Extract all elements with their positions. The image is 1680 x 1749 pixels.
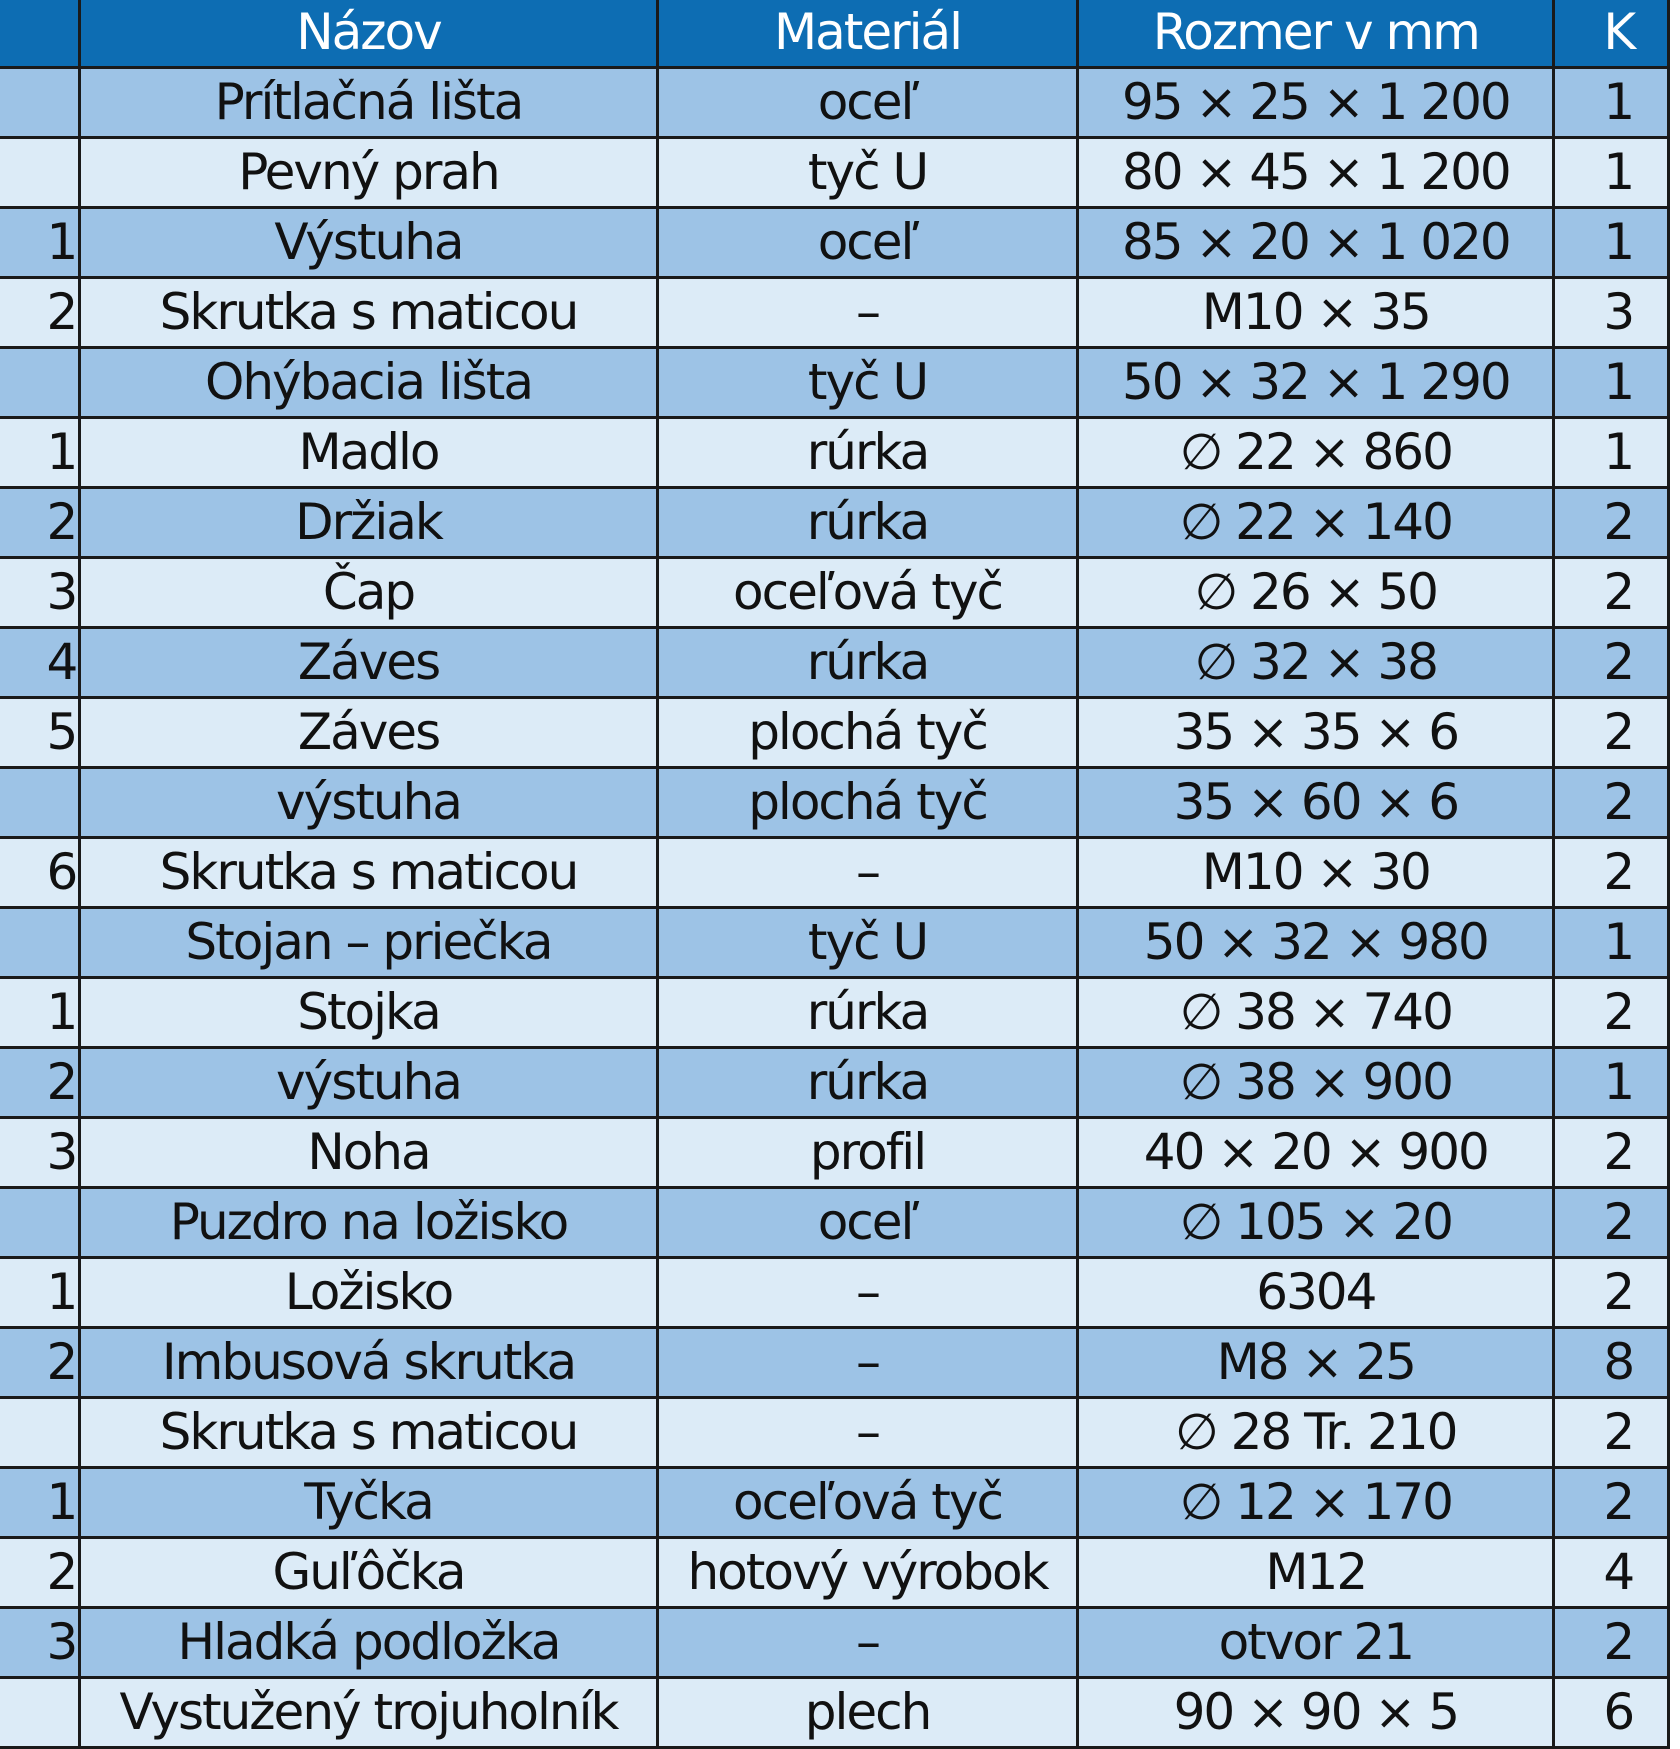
cell-quantity: 1 [1554, 68, 1669, 138]
cell-number [0, 1188, 80, 1258]
cell-name: Madlo [80, 418, 657, 488]
cell-material: tyč U [657, 908, 1078, 978]
cell-number: 3 [0, 1608, 80, 1678]
table-row [0, 278, 1669, 348]
cell-name: Hladká podložka [80, 1608, 657, 1678]
table-row [0, 1258, 1669, 1328]
table-row [0, 68, 1669, 138]
cell-material: plochá tyč [657, 768, 1078, 838]
cell-number: 2 [0, 278, 80, 348]
cell-number [0, 68, 80, 138]
cell-quantity: 2 [1554, 768, 1669, 838]
cell-dimension: ∅ 22 × 860 [1078, 418, 1554, 488]
cell-quantity: 1 [1554, 138, 1669, 208]
cell-quantity: 2 [1554, 978, 1669, 1048]
cell-material: rúrka [657, 418, 1078, 488]
cell-name: Vystužený trojuholník [80, 1678, 657, 1748]
cell-number: 2 [0, 1538, 80, 1608]
cell-dimension: M8 × 25 [1078, 1328, 1554, 1398]
cell-quantity: 2 [1554, 1468, 1669, 1538]
table-row [0, 488, 1669, 558]
cell-number: 3 [0, 1118, 80, 1188]
table-row [0, 978, 1669, 1048]
table-row [0, 1538, 1669, 1608]
cell-quantity: 8 [1554, 1328, 1669, 1398]
table-row [0, 908, 1669, 978]
cell-quantity: 2 [1554, 838, 1669, 908]
cell-quantity: 2 [1554, 558, 1669, 628]
table-row [0, 768, 1669, 838]
cell-number: 1 [0, 208, 80, 278]
cell-material: – [657, 1258, 1078, 1328]
cell-material: oceľová tyč [657, 558, 1078, 628]
cell-number [0, 768, 80, 838]
table-row [0, 1468, 1669, 1538]
cell-material: profil [657, 1118, 1078, 1188]
cell-material: tyč U [657, 138, 1078, 208]
cell-number: 2 [0, 1328, 80, 1398]
cell-material: – [657, 1608, 1078, 1678]
table-body [0, 68, 1669, 1748]
table-header [0, 0, 1669, 68]
cell-quantity: 1 [1554, 348, 1669, 418]
cell-name: výstuha [80, 768, 657, 838]
cell-number [0, 348, 80, 418]
cell-dimension: ∅ 32 × 38 [1078, 628, 1554, 698]
table-row [0, 698, 1669, 768]
cell-dimension: 50 × 32 × 980 [1078, 908, 1554, 978]
cell-dimension: 95 × 25 × 1 200 [1078, 68, 1554, 138]
table-row [0, 628, 1669, 698]
cell-dimension: ∅ 26 × 50 [1078, 558, 1554, 628]
cell-quantity: 2 [1554, 488, 1669, 558]
cell-number: 1 [0, 1258, 80, 1328]
table-row [0, 558, 1669, 628]
cell-material: plech [657, 1678, 1078, 1748]
cell-dimension: 85 × 20 × 1 020 [1078, 208, 1554, 278]
cell-quantity: 2 [1554, 628, 1669, 698]
cell-number: 3 [0, 558, 80, 628]
cell-name: Ohýbacia lišta [80, 348, 657, 418]
table-row [0, 348, 1669, 418]
cell-material: – [657, 1328, 1078, 1398]
cell-quantity: 2 [1554, 698, 1669, 768]
header-number [0, 0, 80, 68]
cell-name: Záves [80, 698, 657, 768]
table-row [0, 1678, 1669, 1748]
cell-material: plochá tyč [657, 698, 1078, 768]
cell-name: Stojka [80, 978, 657, 1048]
cell-dimension: ∅ 38 × 740 [1078, 978, 1554, 1048]
cell-name: Puzdro na ložisko [80, 1188, 657, 1258]
cell-dimension: otvor 21 [1078, 1608, 1554, 1678]
table-row [0, 1188, 1669, 1258]
header-quantity: K [1554, 0, 1669, 68]
cell-dimension: ∅ 105 × 20 [1078, 1188, 1554, 1258]
cell-material: oceľ [657, 1188, 1078, 1258]
cell-name: Záves [80, 628, 657, 698]
cell-quantity: 1 [1554, 418, 1669, 488]
cell-number [0, 138, 80, 208]
table-row [0, 1608, 1669, 1678]
cell-material: tyč U [657, 348, 1078, 418]
cell-name: Ložisko [80, 1258, 657, 1328]
table-row [0, 1048, 1669, 1118]
cell-quantity: 2 [1554, 1188, 1669, 1258]
cell-quantity: 1 [1554, 1048, 1669, 1118]
table-row [0, 208, 1669, 278]
cell-dimension: ∅ 28 Tr. 210 [1078, 1398, 1554, 1468]
cell-dimension: 50 × 32 × 1 290 [1078, 348, 1554, 418]
cell-dimension: 6304 [1078, 1258, 1554, 1328]
cell-quantity: 1 [1554, 208, 1669, 278]
cell-material: oceľová tyč [657, 1468, 1078, 1538]
cell-number [0, 1398, 80, 1468]
header-row [0, 0, 1669, 68]
cell-name: Skrutka s maticou [80, 278, 657, 348]
cell-dimension: 40 × 20 × 900 [1078, 1118, 1554, 1188]
table-row [0, 1398, 1669, 1468]
cell-dimension: 35 × 60 × 6 [1078, 768, 1554, 838]
cell-material: – [657, 1398, 1078, 1468]
cell-number: 6 [0, 838, 80, 908]
cell-name: Výstuha [80, 208, 657, 278]
cell-name: Čap [80, 558, 657, 628]
cell-name: Pevný prah [80, 138, 657, 208]
table-row [0, 1328, 1669, 1398]
table-row [0, 418, 1669, 488]
cell-dimension: ∅ 22 × 140 [1078, 488, 1554, 558]
cell-name: Guľôčka [80, 1538, 657, 1608]
header-dimension: Rozmer v mm [1078, 0, 1554, 68]
cell-dimension: ∅ 38 × 900 [1078, 1048, 1554, 1118]
cell-dimension: M10 × 30 [1078, 838, 1554, 908]
cell-name: Skrutka s maticou [80, 838, 657, 908]
cell-dimension: 35 × 35 × 6 [1078, 698, 1554, 768]
cell-name: Stojan – priečka [80, 908, 657, 978]
cell-number: 5 [0, 698, 80, 768]
cell-dimension: 80 × 45 × 1 200 [1078, 138, 1554, 208]
table-row [0, 138, 1669, 208]
cell-material: oceľ [657, 208, 1078, 278]
cell-material: – [657, 278, 1078, 348]
cell-number [0, 908, 80, 978]
cell-quantity: 1 [1554, 908, 1669, 978]
cell-dimension: 90 × 90 × 5 [1078, 1678, 1554, 1748]
cell-material: rúrka [657, 978, 1078, 1048]
cell-name: Noha [80, 1118, 657, 1188]
cell-number: 2 [0, 488, 80, 558]
cell-name: Skrutka s maticou [80, 1398, 657, 1468]
cell-number: 1 [0, 418, 80, 488]
table-row [0, 1118, 1669, 1188]
cell-material: hotový výrobok [657, 1538, 1078, 1608]
cell-name: Tyčka [80, 1468, 657, 1538]
table-row [0, 838, 1669, 908]
cell-material: – [657, 838, 1078, 908]
cell-name: Prítlačná lišta [80, 68, 657, 138]
cell-quantity: 2 [1554, 1608, 1669, 1678]
cell-number: 4 [0, 628, 80, 698]
cell-number: 1 [0, 1468, 80, 1538]
cell-name: Držiak [80, 488, 657, 558]
cell-quantity: 3 [1554, 278, 1669, 348]
header-name: Názov [80, 0, 657, 68]
cell-quantity: 2 [1554, 1398, 1669, 1468]
cell-material: rúrka [657, 1048, 1078, 1118]
header-material: Materiál [657, 0, 1078, 68]
cell-dimension: M10 × 35 [1078, 278, 1554, 348]
cell-quantity: 4 [1554, 1538, 1669, 1608]
cell-material: oceľ [657, 68, 1078, 138]
cell-dimension: ∅ 12 × 170 [1078, 1468, 1554, 1538]
cell-quantity: 2 [1554, 1118, 1669, 1188]
cell-material: rúrka [657, 628, 1078, 698]
cell-dimension: M12 [1078, 1538, 1554, 1608]
cell-quantity: 6 [1554, 1678, 1669, 1748]
cell-quantity: 2 [1554, 1258, 1669, 1328]
cell-number: 1 [0, 978, 80, 1048]
cell-name: Imbusová skrutka [80, 1328, 657, 1398]
cell-material: rúrka [657, 488, 1078, 558]
cell-number [0, 1678, 80, 1748]
cell-name: výstuha [80, 1048, 657, 1118]
cell-number: 2 [0, 1048, 80, 1118]
